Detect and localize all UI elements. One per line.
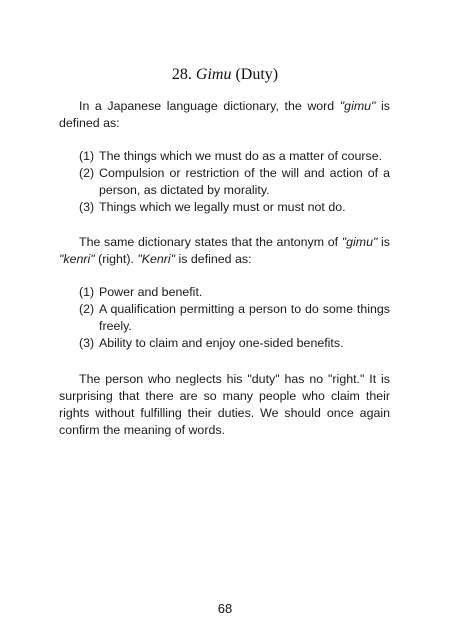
list-item-number: (2) [79, 302, 95, 316]
term-gimu: "gimu" [341, 235, 378, 249]
list-item-text: Ability to claim and enjoy one-sided benefits. [99, 336, 344, 350]
list-item-text: Things which we legally must or must not do. [99, 200, 346, 214]
list-item-text: Compulsion or restriction of the will and action of a person, as dictated by morality. [99, 166, 390, 197]
list-item-number: (1) [79, 285, 95, 299]
chapter-title [0, 66, 450, 84]
kenri-definition-list [59, 284, 390, 352]
conclusion-paragraph: The person who neglects his "duty" has no "right." It is surprising that there are so many people who claim their rights without fulfilling their duties. We should once again confirm the meaning of words. [59, 372, 390, 437]
list-item-number: (3) [79, 200, 95, 214]
antonym-text-c: (right). [94, 252, 138, 266]
body-text [59, 98, 390, 439]
spacer [59, 352, 390, 371]
list-item [59, 301, 390, 335]
list-item-number: (2) [79, 166, 95, 180]
chapter-number: 28. [171, 66, 192, 83]
spacer [59, 268, 390, 284]
intro-paragraph [59, 98, 390, 132]
list-item [59, 335, 390, 352]
list-item-number: (3) [79, 336, 95, 350]
intro-text-b: is defined as: [59, 99, 390, 130]
list-item [59, 148, 390, 165]
term-kenri-capitalized: "Kenri" [137, 252, 176, 266]
list-item [59, 284, 390, 301]
list-item [59, 199, 390, 216]
term-gimu: "gimu" [339, 99, 376, 113]
term-kenri: "kenri" [59, 252, 95, 266]
page-number: 68 [217, 601, 233, 616]
spacer [59, 216, 390, 234]
list-item-number: (1) [79, 149, 95, 163]
antonym-paragraph [59, 234, 390, 268]
chapter-gloss: (Duty) [235, 66, 279, 83]
intro-text-a: In a Japanese language dictionary, the word [79, 99, 340, 113]
spacer [59, 132, 390, 148]
antonym-text-a: The same dictionary states that the antonym of [79, 235, 342, 249]
list-item [59, 165, 390, 199]
list-item-text: The things which we must do as a matter of course. [99, 149, 383, 163]
antonym-text-b: is [377, 235, 390, 249]
list-item-text: A qualification permitting a person to do some things freely. [99, 302, 390, 333]
antonym-text-d: is defined as: [175, 252, 252, 266]
gimu-definition-list [59, 148, 390, 216]
list-item-text: Power and benefit. [99, 285, 203, 299]
chapter-term: Gimu [195, 66, 232, 83]
